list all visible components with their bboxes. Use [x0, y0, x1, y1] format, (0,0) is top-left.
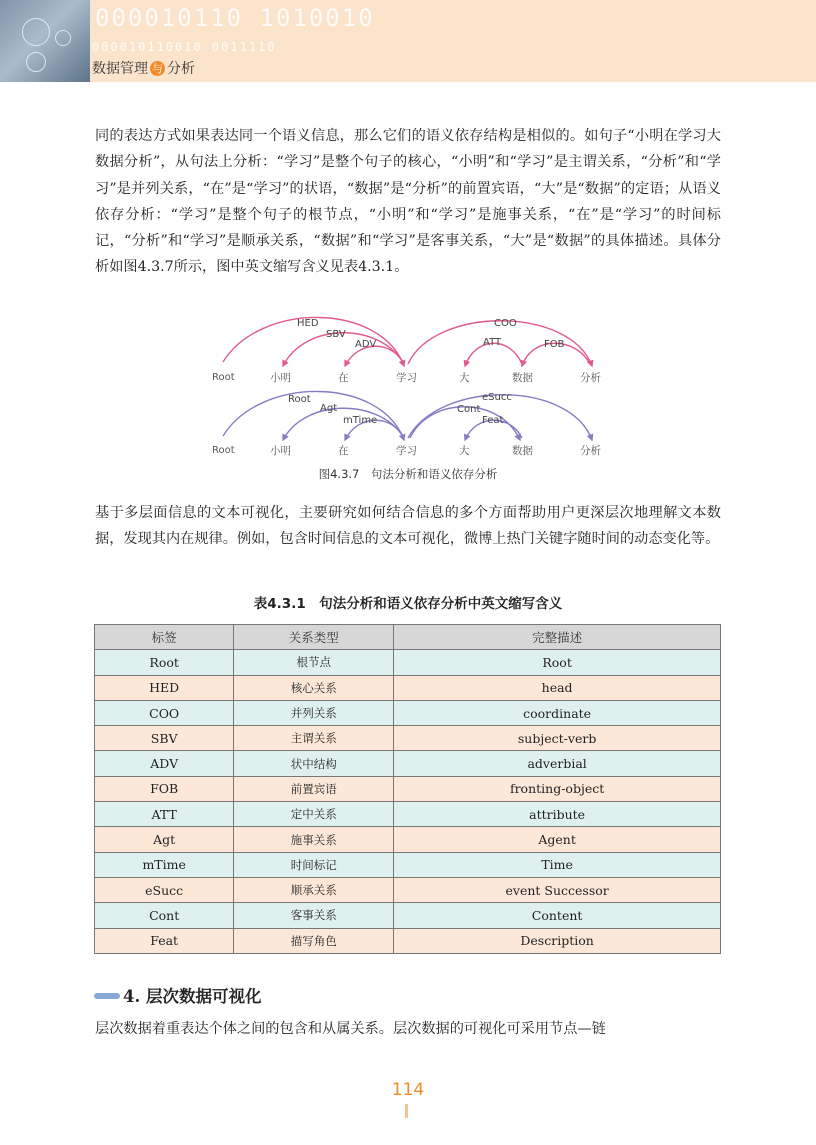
label-adv: ADV: [355, 339, 377, 350]
figure-caption: 图4.3.7 句法分析和语义依存分析: [318, 467, 498, 481]
cell-description: Content: [394, 903, 721, 928]
header-title: [92, 58, 195, 78]
table-row: [95, 700, 721, 725]
header-title-part1: 数据管理: [92, 61, 148, 77]
header-photo: [0, 0, 90, 82]
label-mtime: mTime: [343, 415, 378, 426]
word-xiaoming-2: 小明: [270, 445, 291, 457]
table-row: [95, 928, 721, 953]
label-root: Root: [288, 394, 311, 405]
label-coo: COO: [494, 318, 517, 329]
label-hed: HED: [297, 318, 319, 329]
cell-description: head: [394, 675, 721, 700]
paragraph-3: 层次数据着重表达个体之间的包含和从属关系。层次数据的可视化可采用节点—链: [95, 1021, 606, 1037]
table-row: [95, 726, 721, 751]
page-number-tick: [405, 1104, 408, 1118]
word-shuju-2: 数据: [512, 445, 533, 457]
page-header: [0, 0, 816, 82]
cell-label: eSucc: [95, 877, 234, 902]
cell-relation: 施事关系: [234, 827, 394, 852]
label-sbv: SBV: [326, 329, 346, 340]
table-header-row: [95, 625, 721, 650]
section-bar-icon: [94, 993, 120, 999]
cell-description: event Successor: [394, 877, 721, 902]
cell-label: HED: [95, 675, 234, 700]
header-relation: 关系类型: [234, 625, 394, 650]
cell-label: Agt: [95, 827, 234, 852]
cell-relation: 客事关系: [234, 903, 394, 928]
label-esucc: eSucc: [482, 392, 512, 403]
table-row: [95, 852, 721, 877]
page-number: 114: [391, 1080, 425, 1100]
cell-relation: 状中结构: [234, 751, 394, 776]
header-title-circle: 与: [152, 62, 163, 75]
table-row: [95, 776, 721, 801]
header-binary-decoration-small: 000010110010 0011110: [92, 40, 277, 54]
word-da-2: 大: [459, 445, 470, 457]
table-caption: 表4.3.1 句法分析和语义依存分析中英文缩写含义: [253, 596, 563, 612]
word-root-2: Root: [212, 445, 235, 456]
table-row: [95, 903, 721, 928]
table-row: [95, 675, 721, 700]
cell-relation: 并列关系: [234, 700, 394, 725]
label-feat: Feat: [482, 415, 504, 426]
cell-relation: 时间标记: [234, 852, 394, 877]
cell-label: Cont: [95, 903, 234, 928]
table-row: [95, 802, 721, 827]
cell-label: FOB: [95, 776, 234, 801]
header-binary-decoration: 000010110 1010010: [95, 4, 375, 32]
cell-relation: 顺承关系: [234, 877, 394, 902]
cell-description: coordinate: [394, 700, 721, 725]
section-title: 4. 层次数据可视化: [123, 987, 262, 1006]
cell-relation: 前置宾语: [234, 776, 394, 801]
header-description: 完整描述: [394, 625, 721, 650]
cell-description: adverbial: [394, 751, 721, 776]
cell-description: attribute: [394, 802, 721, 827]
word-fenxi-2: 分析: [580, 445, 601, 457]
word-xiaoming-1: 小明: [270, 372, 291, 384]
table-row: [95, 650, 721, 675]
label-agt: Agt: [320, 403, 338, 414]
cell-label: mTime: [95, 852, 234, 877]
cell-description: Agent: [394, 827, 721, 852]
table-row: [95, 877, 721, 902]
label-att: ATT: [483, 337, 502, 348]
header-title-part2: 分析: [167, 61, 195, 77]
cell-description: fronting-object: [394, 776, 721, 801]
cell-description: Time: [394, 852, 721, 877]
cell-label: Feat: [95, 928, 234, 953]
cell-relation: 描写角色: [234, 928, 394, 953]
cell-label: SBV: [95, 726, 234, 751]
cell-relation: 主谓关系: [234, 726, 394, 751]
paragraph-2: 基于多层面信息的文本可视化，主要研究如何结合信息的多个方面帮助用户更深层次地理解文本数据，发现其内在规律。例如，包含时间信息的文本可视化，微博上热门关键字随时间的动态变化等。: [95, 505, 721, 548]
label-cont: Cont: [457, 404, 481, 415]
cell-description: Description: [394, 928, 721, 953]
cell-label: ADV: [95, 751, 234, 776]
cell-relation: 根节点: [234, 650, 394, 675]
paragraph-1: 同的表达方式如果表达同一个语义信息，那么它们的语义依存结构是相似的。如句子“小明在学习大数据分析”，从句法上分析：“学习”是整个句子的核心，“小明”和“学习”是主谓关系，“分析”和“学习”是并列关系，“在”是“学习”的状语，“数据”是“分析”的前置宾语，“大”是“数据”的定语；从语义依存分析：“学习”是整个句子的根节点，“小明”和“学习”是施事关系，“在”是“学习”的时间标记，“分析”和“学习”是顺承关系，“数据”和“学习”是客事关系，“大”是“数据”的具体描述。具体分析如图4.3.7所示，图中英文缩写含义见表4.3.1。: [95, 128, 721, 276]
table-row: [95, 827, 721, 852]
section-heading: [94, 983, 261, 1007]
dependency-figure: [200, 310, 620, 470]
word-shuju-1: 数据: [512, 372, 533, 384]
cell-label: ATT: [95, 802, 234, 827]
cell-relation: 定中关系: [234, 802, 394, 827]
word-xuexi-2: 学习: [396, 445, 417, 457]
word-zai-2: 在: [338, 445, 349, 457]
label-fob: FOB: [544, 339, 565, 350]
table-row: [95, 751, 721, 776]
word-da-1: 大: [459, 372, 470, 384]
word-root-1: Root: [212, 372, 235, 383]
header-label: 标签: [95, 625, 234, 650]
word-zai-1: 在: [338, 372, 349, 384]
cell-description: subject-verb: [394, 726, 721, 751]
cell-description: Root: [394, 650, 721, 675]
cell-label: COO: [95, 700, 234, 725]
abbreviation-table: [94, 624, 721, 954]
word-fenxi-1: 分析: [580, 372, 601, 384]
cell-label: Root: [95, 650, 234, 675]
cell-relation: 核心关系: [234, 675, 394, 700]
word-xuexi-1: 学习: [396, 372, 417, 384]
